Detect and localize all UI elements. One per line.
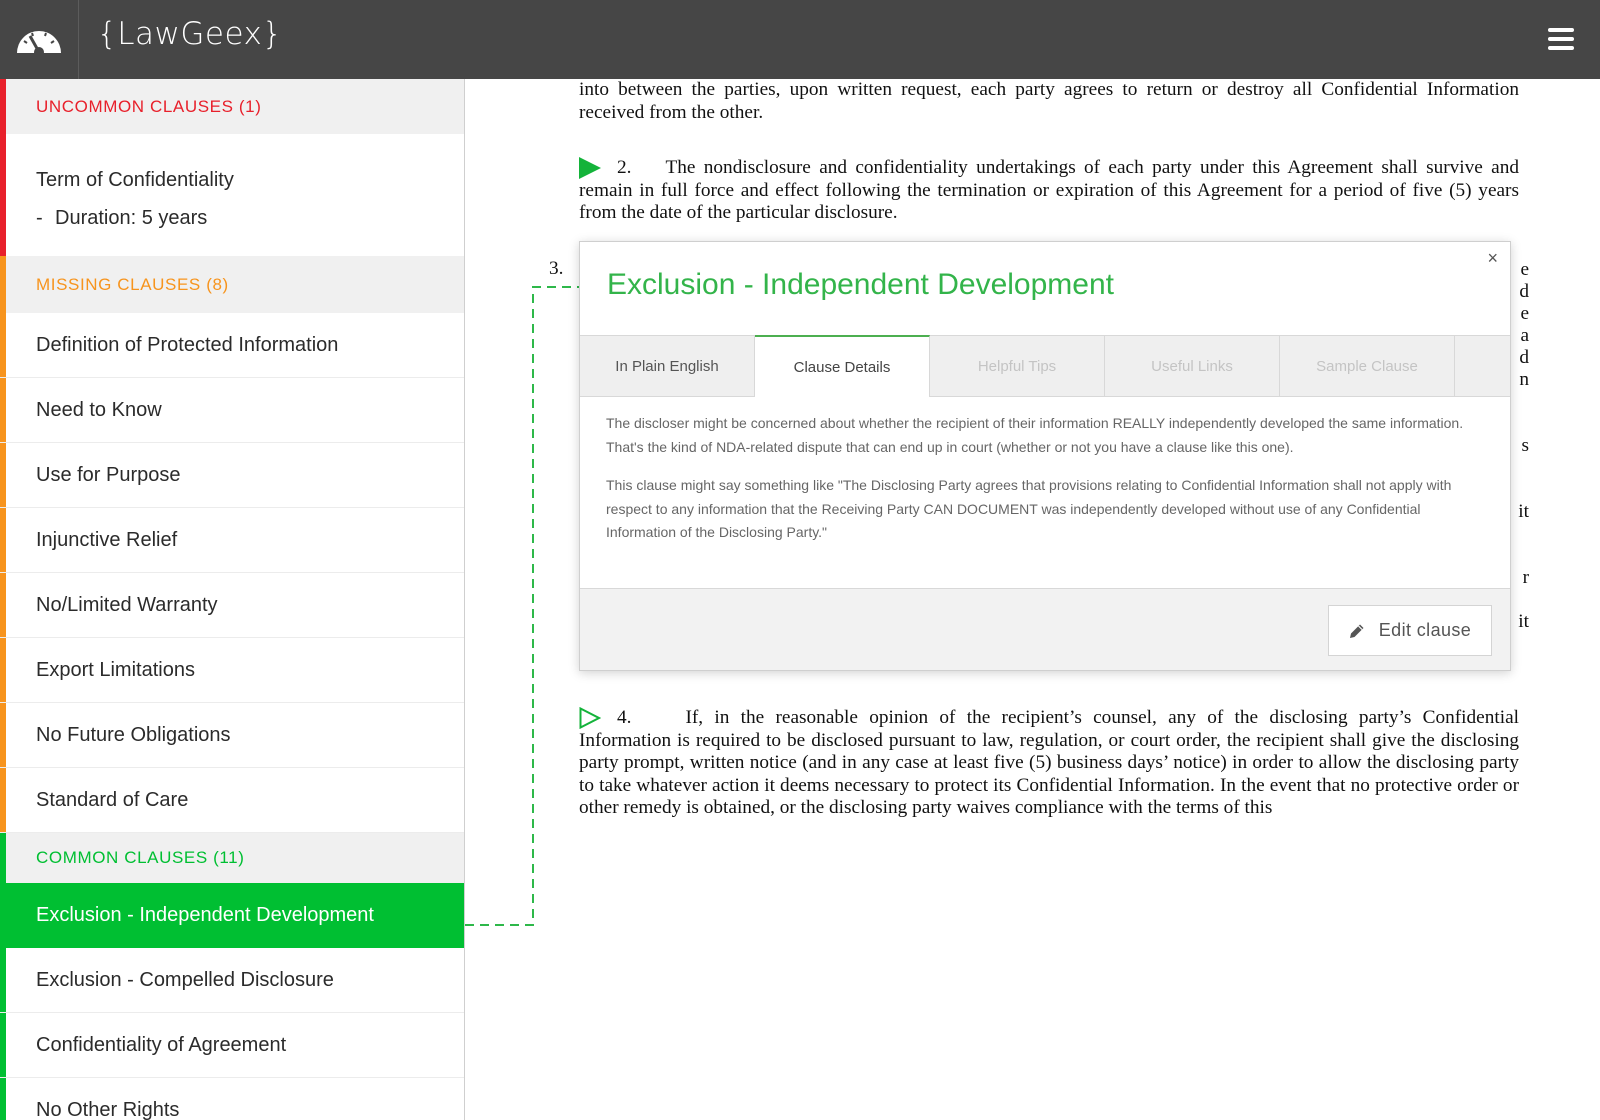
section-missing-label: MISSING CLAUSES (8)	[36, 274, 229, 294]
tab-sample-clause[interactable]: Sample Clause	[1280, 336, 1455, 397]
sidebar-item-definition-protected-info[interactable]	[0, 313, 464, 378]
logo-button[interactable]	[0, 0, 79, 79]
paragraph-2	[579, 157, 1519, 225]
paragraph-3-num-label: 3.	[549, 258, 564, 279]
detail-dash: -	[36, 207, 43, 229]
sidebar-item-label: Exclusion - Compelled Disclosure	[36, 968, 334, 991]
edge-char: n	[1519, 369, 1529, 390]
paragraph-4	[579, 707, 1519, 820]
paragraph-4-number: 4.	[617, 707, 632, 728]
popup-body-paragraph: The discloser might be concerned about whether the recipient of their information REALLY independently developed the same information. That's the kind of NDA-related dispute that can end up in court (whether or not you have a clause like this one).	[606, 415, 1464, 455]
section-common-label: COMMON CLAUSES (11)	[36, 848, 245, 867]
edge-char: r	[1522, 567, 1529, 588]
sidebar-item-no-limited-warranty[interactable]	[0, 573, 464, 638]
paragraph-3-number	[549, 258, 579, 281]
sidebar-item-label: No Other Rights	[36, 1098, 180, 1120]
sidebar-item-term-of-confidentiality[interactable]	[0, 134, 464, 256]
sidebar-item-no-future-obligations[interactable]	[0, 703, 464, 768]
section-uncommon[interactable]	[0, 79, 464, 134]
tab-useful-links[interactable]: Useful Links	[1105, 336, 1280, 397]
sidebar-item-no-other-rights[interactable]	[0, 1078, 464, 1120]
edge-char: e	[1520, 259, 1529, 280]
edit-clause-label: Edit clause	[1378, 620, 1472, 640]
section-common[interactable]	[0, 833, 464, 883]
paragraph-1-line-1: into between the parties, upon written request, each party agrees to return or destroy all Confidential Information	[579, 79, 1519, 100]
paragraph-2-text: The nondisclosure and confidentiality undertakings of each party under this Agreement shall survive and remain in full force and effect following the termination or expiration of this Agreement for a period of five (5) years from the date of the particular disclosure.	[579, 157, 1519, 223]
gauge-icon	[15, 26, 63, 54]
paragraph-2-number: 2.	[617, 157, 632, 178]
top-bar	[0, 0, 1600, 79]
sidebar-item-label: Definition of Protected Information	[36, 333, 339, 356]
play-outline-icon[interactable]	[579, 707, 601, 729]
close-icon[interactable]: ×	[1487, 248, 1498, 268]
section-uncommon-label: UNCOMMON CLAUSES (1)	[36, 96, 262, 116]
sidebar-item-label: No Future Obligations	[36, 723, 231, 746]
edit-clause-button[interactable]	[1328, 605, 1492, 656]
paragraph-1	[579, 79, 1519, 124]
sidebar-item-exclusion-independent-development[interactable]	[0, 883, 464, 948]
hamburger-icon[interactable]	[1548, 28, 1574, 50]
popup-title: Exclusion - Independent Development	[607, 268, 1114, 301]
edge-char: a	[1520, 325, 1529, 346]
edge-char: it	[1518, 611, 1529, 632]
paragraph-1-line-2: received from the other.	[579, 101, 764, 123]
sidebar-item-label: Use for Purpose	[36, 463, 181, 486]
edge-char: it	[1518, 501, 1529, 522]
sidebar-item-use-for-purpose[interactable]	[0, 443, 464, 508]
clause-popup	[579, 241, 1511, 671]
tab-helpful-tips[interactable]: Helpful Tips	[930, 336, 1105, 397]
clause-sidebar	[0, 79, 465, 1120]
sidebar-item-label: No/Limited Warranty	[36, 593, 218, 616]
sidebar-item-standard-of-care[interactable]	[0, 768, 464, 833]
detail-text: Duration: 5 years	[55, 207, 208, 229]
sidebar-item-label: Standard of Care	[36, 788, 189, 811]
tab-in-plain-english[interactable]: In Plain English	[580, 336, 755, 397]
section-missing[interactable]	[0, 256, 464, 313]
sidebar-item-label: Confidentiality of Agreement	[36, 1033, 287, 1056]
edge-char: e	[1520, 303, 1529, 324]
popup-body	[606, 412, 1486, 560]
popup-tabs	[580, 335, 1510, 397]
edge-char: s	[1521, 435, 1529, 456]
tab-clause-details[interactable]: Clause Details	[755, 335, 930, 397]
sidebar-item-label: Injunctive Relief	[36, 528, 178, 551]
edge-char: d	[1519, 347, 1529, 368]
edge-char: d	[1519, 281, 1529, 302]
popup-body-paragraph: This clause might say something like "The Disclosing Party agrees that provisions relating to Confidential Information shall not apply with respect to any information that the Receiving Party CAN DOCUMENT was independently developed without use of any Confidential Information of the Disclosing Party."	[606, 477, 1452, 540]
brand-logo: {LawGeex}	[97, 16, 283, 52]
paragraph-3-edge-text	[1509, 259, 1529, 633]
clause-connector-line	[465, 285, 579, 928]
sidebar-item-confidentiality-of-agreement[interactable]	[0, 1013, 464, 1078]
popup-footer	[580, 588, 1510, 670]
sidebar-item-label: Term of Confidentiality	[36, 169, 234, 191]
sidebar-item-injunctive-relief[interactable]	[0, 508, 464, 573]
sidebar-item-need-to-know[interactable]	[0, 378, 464, 443]
pencil-icon	[1349, 623, 1365, 639]
sidebar-item-label: Exclusion - Independent Development	[36, 904, 374, 926]
paragraph-4-text: If, in the reasonable opinion of the recipient’s counsel, any of the disclosing party’s Confidential Information is required to be disclosed pursuant to law, regulation, or court order, the recipient shall give the disclosing party prompt, written notice (and in any case at least five (5) business days’ notice) in order to allow the disclosing party to take whatever action it deems necessary to protect its Confidential Information. In the event that no protective order or other remedy is obtained, or the disclosing party waives compliance with the terms of this	[579, 707, 1519, 818]
sidebar-item-label: Export Limitations	[36, 658, 195, 681]
sidebar-item-detail	[36, 207, 207, 230]
play-filled-icon[interactable]	[579, 157, 601, 179]
sidebar-item-export-limitations[interactable]	[0, 638, 464, 703]
sidebar-item-label: Need to Know	[36, 398, 162, 421]
sidebar-item-exclusion-compelled-disclosure[interactable]	[0, 948, 464, 1013]
